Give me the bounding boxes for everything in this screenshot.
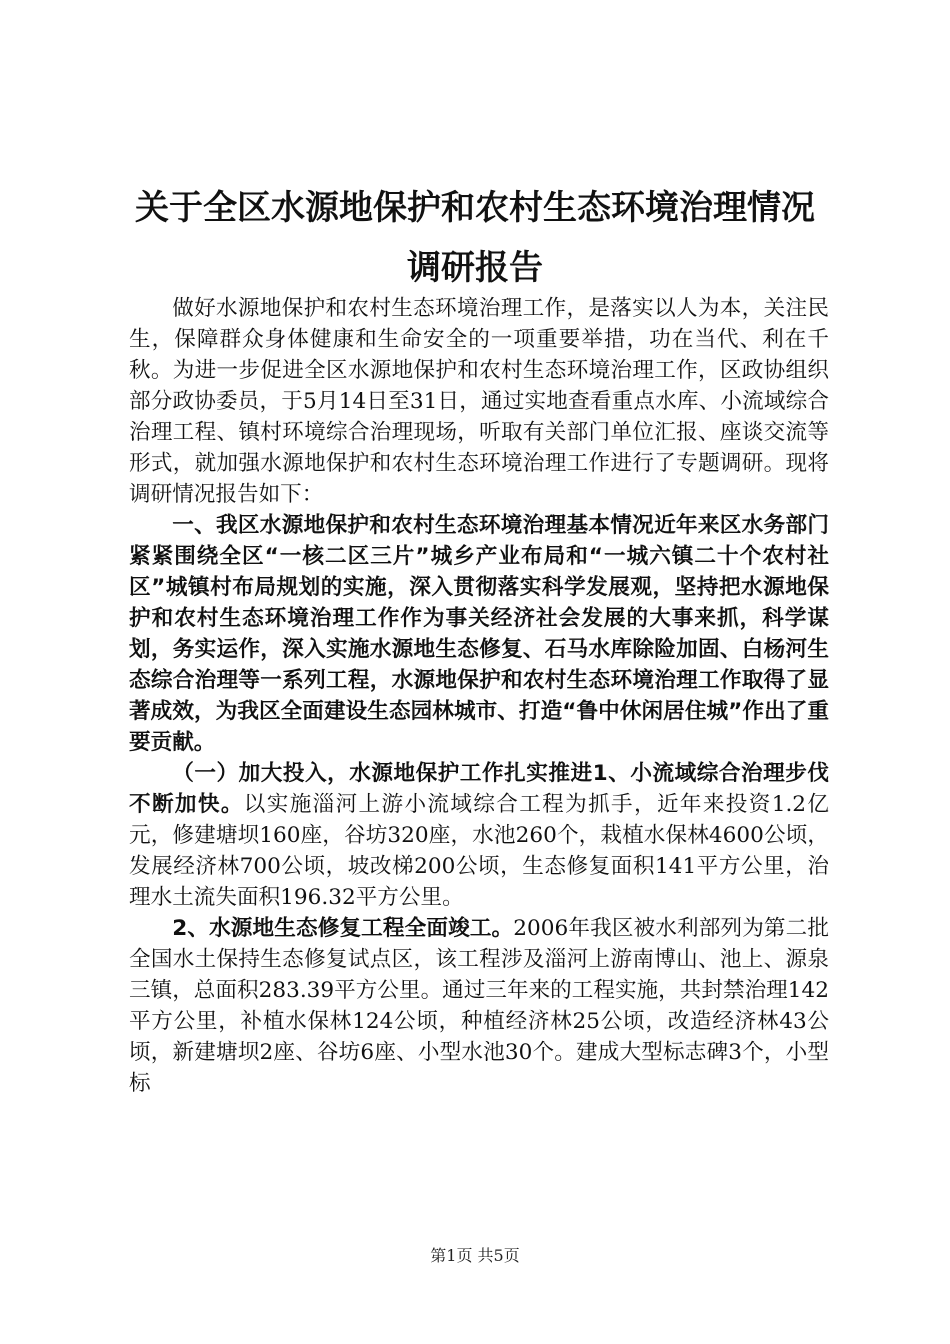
document-title-line-1: 关于全区水源地保护和农村生态环境治理情况 xyxy=(135,188,815,228)
paragraph-subsection-1 xyxy=(129,758,829,913)
paragraph-subsection-2 xyxy=(129,913,829,1099)
document-title-line-2: 调研报告 xyxy=(407,248,543,288)
subsection-2-heading: 2、水源地生态修复工程全面竣工。 xyxy=(172,916,514,941)
page-footer: 第1页 共5页 xyxy=(430,1246,520,1265)
paragraph-section-1: 一、我区水源地保护和农村生态环境治理基本情况近年来区水务部门紧紧围绕全区“一核二区三片”城乡产业布局和“一城六镇二十个农村社区”城镇村布局规划的实施，深入贯彻落实科学发展观，坚持把水源地保护和农村生态环境治理工作作为事关经济社会发展的大事来抓，科学谋划，务实运作，深入实施水源地生态修复、石马水库除险加固、白杨河生态综合治理等一系列工程，水源地保护和农村生态环境治理工作取得了显著成效，为我区全面建设生态园林城市、打造“鲁中休闲居住城”作出了重要贡献。 xyxy=(129,513,829,755)
subsection-1-text: 以实施淄河上游小流域综合工程为抓手，近年来投资1.2亿元，修建塘坝160座，谷坊320座，水池260个，栽植水保林4600公顷，发展经济林700公顷，坡改梯200公顷，生态修复面积141平方公里，治理水土流失面积196.32平方公里。 xyxy=(129,792,829,910)
document-body xyxy=(129,293,829,1099)
subsection-2-text: 2006年我区被水利部列为第二批全国水土保持生态修复试点区，该工程涉及淄河上游南博山、池上、源泉三镇，总面积283.39平方公里。通过三年来的工程实施，共封禁治理142平方公里，补植水保林124公顷，种植经济林25公顷，改造经济林43公顷，新建塘坝2座、谷坊6座、小型水池30个。建成大型标志碑3个，小型标 xyxy=(129,916,829,1096)
subsection-1-heading: （一）加大投入，水源地保护工作扎实推进1、小流域综合治理步伐不断加快。 xyxy=(129,761,829,817)
paragraph-intro: 做好水源地保护和农村生态环境治理工作，是落实以人为本，关注民生，保障群众身体健康和生命安全的一项重要举措，功在当代、利在千秋。为进一步促进全区水源地保护和农村生态环境治理工作，区政协组织部分政协委员，于5月14日至31日，通过实地查看重点水库、小流域综合治理工程、镇村环境综合治理现场，听取有关部门单位汇报、座谈交流等形式，就加强水源地保护和农村生态环境治理工作进行了专题调研。现将调研情况报告如下： xyxy=(129,296,829,507)
